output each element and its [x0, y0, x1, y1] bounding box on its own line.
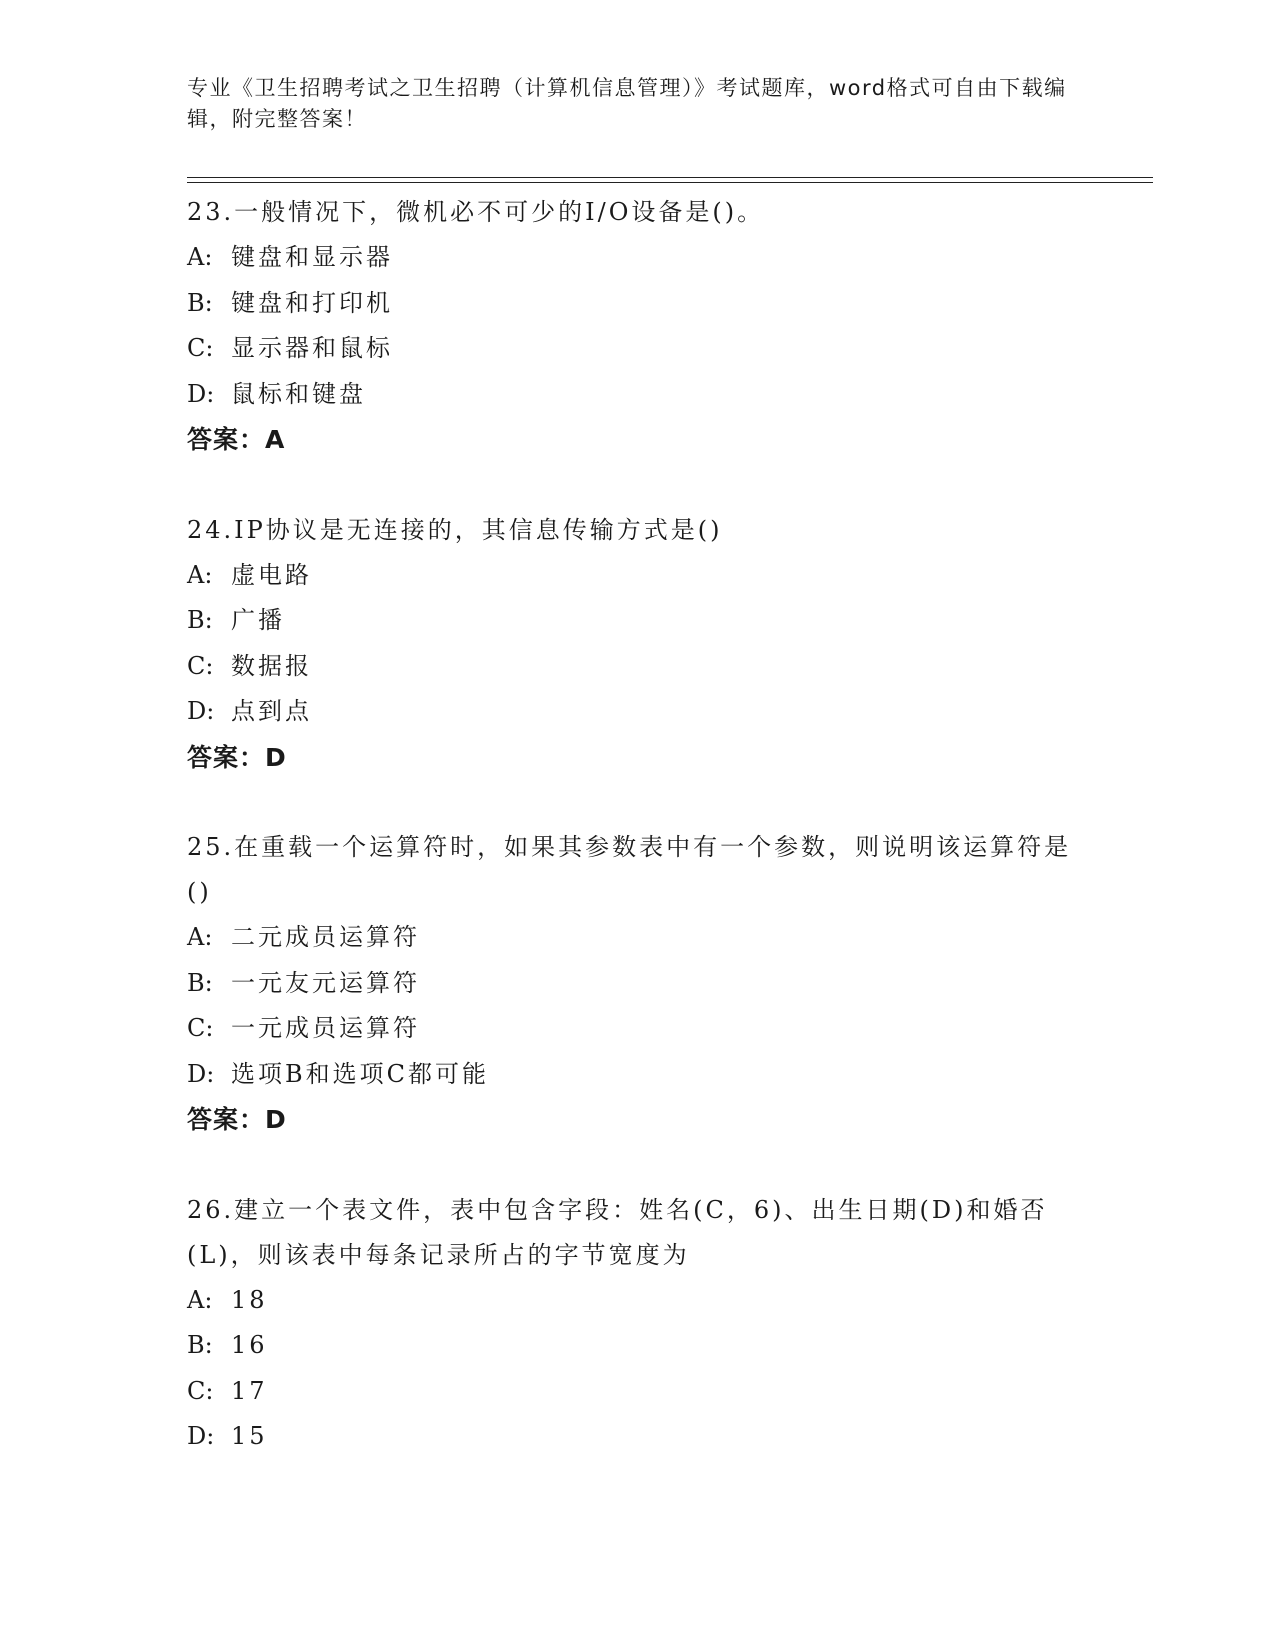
option-b [187, 598, 1077, 644]
option-letter: D: [187, 697, 215, 725]
answer: 答案：D [187, 1105, 287, 1134]
option-letter: B: [187, 606, 213, 634]
option-letter: C: [187, 651, 214, 680]
option-letter: D: [187, 1059, 215, 1088]
option-letter: A: [187, 560, 213, 589]
option-text: 15 [231, 1422, 268, 1450]
option-text: 选项B和选项C都可能 [231, 1059, 489, 1088]
header-divider-top [187, 177, 1153, 178]
spacer [187, 1143, 1077, 1188]
option-text: 18 [231, 1285, 268, 1314]
spacer [187, 780, 1077, 825]
question-list [187, 190, 1077, 1460]
option-letter: A: [187, 243, 213, 271]
option-text: 一元友元运算符 [231, 968, 420, 997]
option-d [187, 689, 1077, 735]
option-c [187, 326, 1077, 372]
option-letter: C: [187, 1014, 214, 1042]
option-text: 虚电路 [231, 560, 312, 589]
option-letter: A: [187, 1285, 213, 1314]
option-letter: A: [187, 923, 213, 951]
header-divider-bottom [187, 182, 1153, 183]
option-letter: D: [187, 1422, 215, 1450]
question-23 [187, 190, 1077, 463]
option-letter: B: [187, 288, 213, 317]
answer: 答案：A [187, 425, 286, 454]
option-letter: C: [187, 1376, 214, 1405]
option-text: 键盘和显示器 [231, 243, 393, 271]
option-b [187, 1323, 1077, 1369]
option-text: 数据报 [231, 651, 312, 680]
option-text: 16 [231, 1331, 268, 1359]
option-letter: D: [187, 379, 215, 408]
question-text: 24.IP协议是无连接的，其信息传输方式是() [187, 515, 723, 544]
option-b [187, 281, 1077, 327]
option-b [187, 961, 1077, 1007]
option-a [187, 235, 1077, 281]
option-letter: B: [187, 968, 213, 997]
option-text: 键盘和打印机 [231, 288, 393, 317]
option-d [187, 1052, 1077, 1098]
question-25 [187, 825, 1077, 1143]
option-a [187, 915, 1077, 961]
option-text: 点到点 [231, 697, 312, 725]
option-text: 一元成员运算符 [231, 1014, 420, 1042]
question-text: 26.建立一个表文件，表中包含字段：姓名(C，6)、出生日期(D)和婚否(L)，则该表中每条记录所占的字节宽度为 [187, 1195, 1048, 1269]
question-text: 25.在重载一个运算符时，如果其参数表中有一个参数，则说明该运算符是() [187, 833, 1072, 906]
option-d [187, 372, 1077, 418]
spacer [187, 463, 1077, 508]
document-header: 专业《卫生招聘考试之卫生招聘（计算机信息管理）》考试题库，word格式可自由下载编辑，附完整答案！ [187, 76, 1067, 131]
option-text: 二元成员运算符 [231, 923, 420, 951]
option-c [187, 1006, 1077, 1052]
answer: 答案：D [187, 742, 287, 772]
option-letter: C: [187, 334, 214, 362]
option-a [187, 1278, 1077, 1324]
option-letter: B: [187, 1331, 213, 1359]
option-d [187, 1414, 1077, 1460]
option-a [187, 553, 1077, 599]
question-24 [187, 508, 1077, 781]
question-26 [187, 1188, 1077, 1460]
option-text: 显示器和鼠标 [231, 334, 393, 362]
question-text: 23.一般情况下，微机必不可少的I/O设备是()。 [187, 198, 765, 226]
option-c [187, 644, 1077, 690]
option-text: 广播 [231, 606, 285, 634]
option-text: 17 [231, 1376, 268, 1405]
option-text: 鼠标和键盘 [231, 379, 366, 408]
option-c [187, 1369, 1077, 1415]
